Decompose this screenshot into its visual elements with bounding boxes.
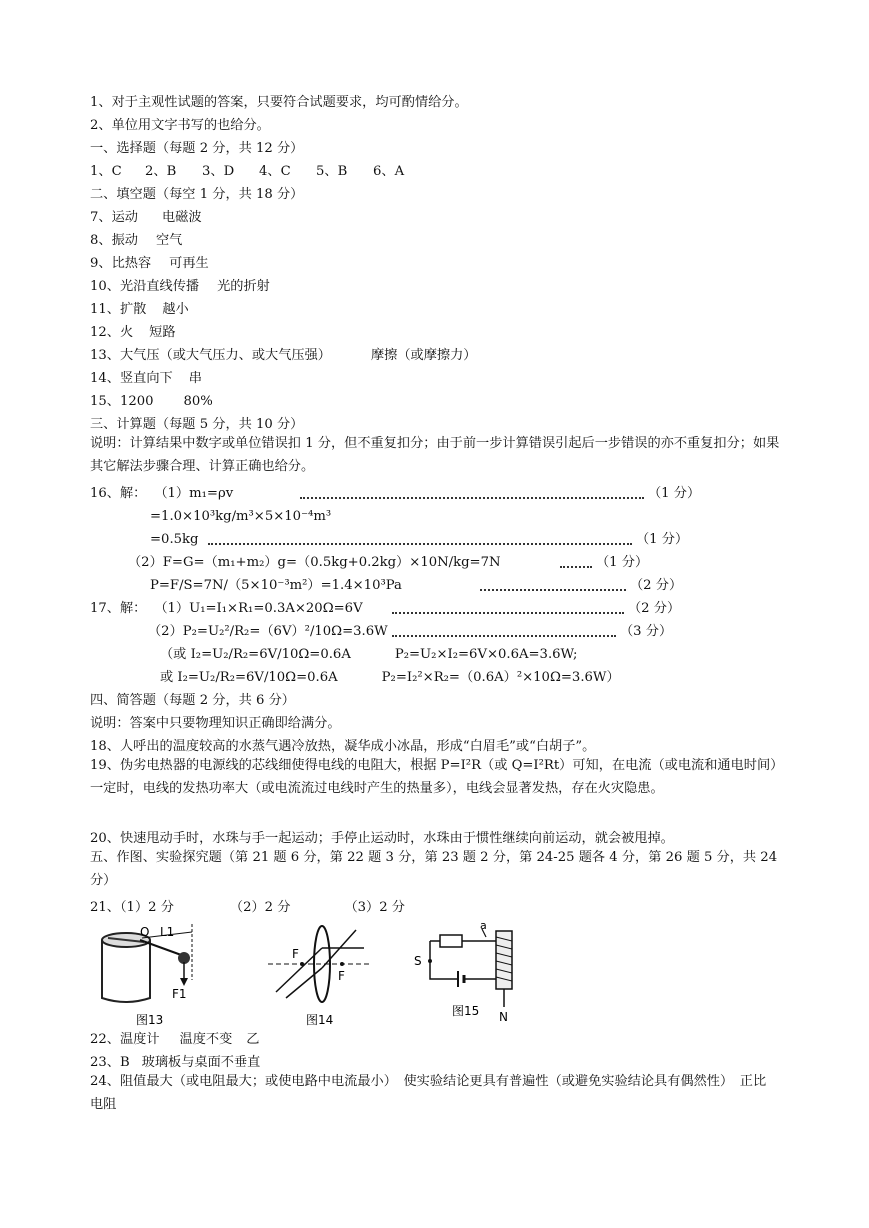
fig15-label-n: N (499, 1010, 508, 1024)
fig14-caption: 图14 (306, 1013, 334, 1027)
fig13-caption: 图13 (136, 1013, 164, 1027)
section-4-heading: 四、简答题（每题 2 分，共 6 分） (90, 693, 295, 708)
score: （3 分） (620, 624, 673, 639)
fill-item: 11、扩散 越小 (90, 302, 189, 317)
choice-answers (90, 162, 404, 181)
fig13-label-f1: F1 (172, 987, 187, 1001)
fill-item: 12、火 短路 (90, 325, 176, 340)
choice-answer: 2、B (145, 164, 177, 179)
fig14-label-f2: F (338, 969, 345, 983)
section-4-note: 说明：答案中只要物理知识正确即给满分。 (90, 716, 341, 731)
section-5-heading: 五、作图、实验探究题（第 21 题 6 分，第 22 题 3 分，第 23 题 2 分，第 24-25 题各 4 分，第 26 题 5 分，共 24 分） (90, 850, 778, 888)
q17-line-1: 17、解： （1）U₁=I₁×R₁=0.3A×20Ω=6V (90, 601, 363, 616)
fig15-caption: 图15 (452, 1004, 480, 1018)
q17-line-3: （或 I₂=U₂/R₂=6V/10Ω=0.6A P₂=U₂×I₂=6V×0.6A=3.6W; (160, 647, 578, 662)
choice-answer: 3、D (202, 164, 235, 179)
q16-line-3: =0.5kg (150, 532, 199, 547)
q20-answer: 20、快速甩动手时，水珠与手一起运动；手停止运动时，水珠由于惯性继续向前运动，就会被甩掉。 (90, 831, 674, 846)
figure-13-lever (96, 920, 206, 1030)
fill-item: 13、大气压（或大气压力、或大气压强） 摩擦（或摩擦力） (90, 348, 477, 363)
score: （1 分） (636, 532, 689, 547)
score: （1 分） (596, 555, 649, 570)
fill-item: 9、比热容 可再生 (90, 256, 209, 271)
section-3-heading: 三、计算题（每题 5 分，共 10 分） (90, 417, 304, 432)
q17-line-2: （2）P₂=U₂²/R₂=（6V）²/10Ω=3.6W (148, 624, 388, 639)
fig15-label-s: S (414, 954, 422, 968)
fill-item: 14、竖直向下 串 (90, 371, 202, 386)
score: （2 分） (628, 601, 681, 616)
q22-answer: 22、温度计 温度不变 乙 (90, 1032, 260, 1047)
dotted-leader (392, 612, 624, 614)
dotted-leader (480, 589, 626, 591)
dotted-leader (392, 635, 616, 637)
section-3-note: 说明：计算结果中数字或单位错误扣 1 分，但不重复扣分；由于前一步计算错误引起后一步错误的亦不重复扣分；如果其它解法步骤合理、计算正确也给分。 (90, 436, 780, 474)
dotted-leader (300, 497, 644, 499)
q16-line-5: P=F/S=7N/（5×10⁻³m²）=1.4×10³Pa (150, 578, 402, 593)
fig15-label-a: a (480, 919, 487, 932)
choice-answer: 6、A (373, 164, 405, 179)
q19-answer: 19、伪劣电热器的电源线的芯线细使得电线的电阻大，根据 P=I²R（或 Q=I²Rt）可知，在电流（或电流和通电时间）一定时，电线的发热功率大（或电流流过电线时产生的热量多），电线会显著发热，存在火灾隐患。 (90, 758, 777, 796)
fill-item: 8、振动 空气 (90, 233, 183, 248)
score: （2 分） (630, 578, 683, 593)
fig13-label-o: O (140, 925, 150, 939)
fill-item: 15、1200 80% (90, 394, 213, 409)
q18-answer: 18、人呼出的温度较高的水蒸气遇冷放热，凝华成小冰晶，形成“白眉毛”或“白胡子”。 (90, 739, 596, 754)
fill-item: 10、光沿直线传播 光的折射 (90, 279, 270, 294)
fig13-label-l1: L1 (160, 925, 175, 939)
section-2-heading: 二、填空题（每空 1 分，共 18 分） (90, 187, 304, 202)
q23-answer: 23、B 玻璃板与桌面不垂直 (90, 1055, 261, 1070)
fig14-label-f: F (292, 947, 299, 961)
note-2: 2、单位用文字书写的也给分。 (90, 118, 270, 133)
section-1-heading: 一、选择题（每题 2 分，共 12 分） (90, 141, 304, 156)
figure-14-lens (266, 920, 376, 1030)
dotted-leader (560, 566, 592, 568)
q16-line-1: 16、解： （1）m₁=ρv (90, 486, 234, 501)
dotted-leader (208, 543, 632, 545)
q16-line-4: （2）F=G=（m₁+m₂）g=（0.5kg+0.2kg）×10N/kg=7N (128, 555, 501, 570)
note-1: 1、对于主观性试题的答案，只要符合试题要求，均可酌情给分。 (90, 95, 468, 110)
choice-answer: 5、B (316, 164, 348, 179)
figure-15-circuit (400, 915, 530, 1030)
fill-item: 7、运动 电磁波 (90, 210, 202, 225)
q21-scores: 21、（1）2 分 （2）2 分 （3）2 分 (90, 900, 405, 915)
q24-answer: 24、阻值最大（或电阻最大；或使电路中电流最小） 使实验结论更具有普遍性（或避免实验结论具有偶然性） 正比 电阻 (90, 1074, 780, 1112)
q17-line-4: 或 I₂=U₂/R₂=6V/10Ω=0.6A P₂=I₂²×R₂=（0.6A）²×10Ω=3.6W） (160, 670, 620, 685)
choice-answer: 1、C (90, 164, 122, 179)
score: （1 分） (648, 486, 701, 501)
q16-line-2: =1.0×10³kg/m³×5×10⁻⁴m³ (150, 509, 332, 524)
choice-answer: 4、C (259, 164, 291, 179)
